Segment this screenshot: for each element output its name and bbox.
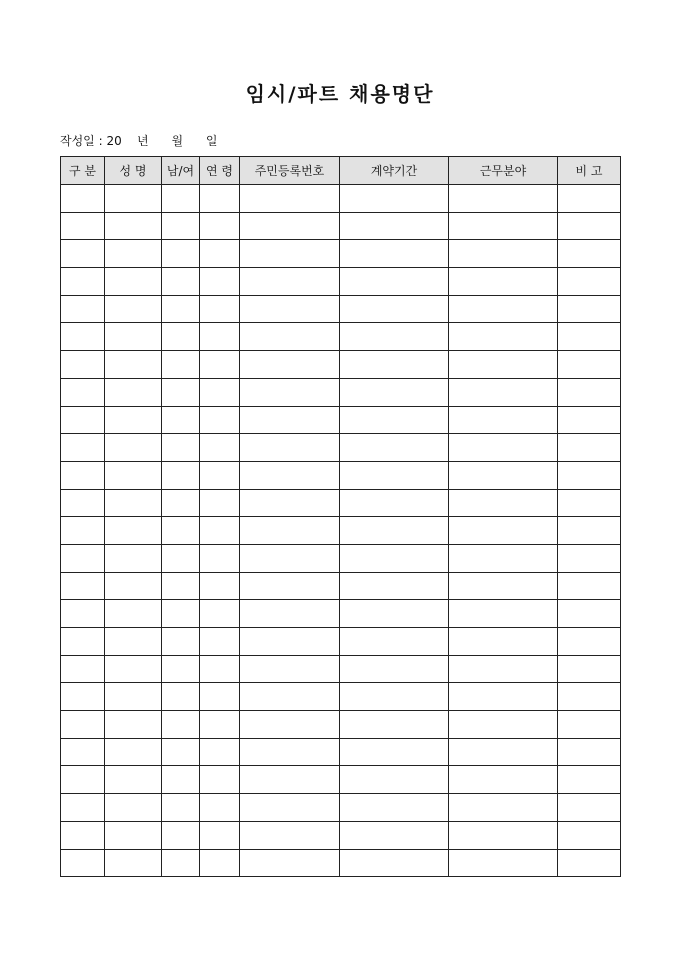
table-cell[interactable]	[558, 295, 621, 323]
table-row	[61, 461, 621, 489]
table-row	[61, 544, 621, 572]
table-cell[interactable]	[200, 323, 240, 351]
table-cell[interactable]	[105, 600, 162, 628]
table-cell[interactable]	[105, 240, 162, 268]
table-cell[interactable]	[449, 434, 558, 462]
table-cell[interactable]	[162, 406, 200, 434]
table-cell[interactable]	[340, 655, 449, 683]
column-header: 계약기간	[340, 157, 449, 185]
table-cell[interactable]	[449, 628, 558, 656]
column-header: 비 고	[558, 157, 621, 185]
table-cell[interactable]	[200, 212, 240, 240]
table-cell[interactable]	[240, 600, 340, 628]
table-cell[interactable]	[200, 378, 240, 406]
table-cell[interactable]	[162, 849, 200, 877]
table-cell[interactable]	[105, 295, 162, 323]
date-line: 작성일 : 20 년 월 일	[60, 134, 218, 148]
table-cell[interactable]	[162, 794, 200, 822]
table-cell[interactable]	[61, 738, 105, 766]
table-cell[interactable]	[61, 268, 105, 296]
table-cell[interactable]	[240, 323, 340, 351]
table-cell[interactable]	[240, 212, 340, 240]
table-cell[interactable]	[449, 517, 558, 545]
table-cell[interactable]	[105, 434, 162, 462]
table-cell[interactable]	[240, 711, 340, 739]
table-cell[interactable]	[240, 406, 340, 434]
column-header: 성 명	[105, 157, 162, 185]
table-cell[interactable]	[449, 600, 558, 628]
table-cell[interactable]	[558, 351, 621, 379]
table-row	[61, 240, 621, 268]
table-cell[interactable]	[340, 544, 449, 572]
table-cell[interactable]	[162, 185, 200, 213]
table-cell[interactable]	[200, 295, 240, 323]
table-cell[interactable]	[340, 212, 449, 240]
table-cell[interactable]	[105, 517, 162, 545]
table-cell[interactable]	[449, 794, 558, 822]
table-cell[interactable]	[200, 600, 240, 628]
table-cell[interactable]	[340, 711, 449, 739]
table-cell[interactable]	[340, 351, 449, 379]
table-cell[interactable]	[449, 766, 558, 794]
table-cell[interactable]	[105, 268, 162, 296]
table-cell[interactable]	[449, 185, 558, 213]
table-cell[interactable]	[449, 295, 558, 323]
table-cell[interactable]	[162, 517, 200, 545]
table-cell[interactable]	[558, 683, 621, 711]
table-cell[interactable]	[200, 766, 240, 794]
table-cell[interactable]	[240, 738, 340, 766]
table-cell[interactable]	[240, 517, 340, 545]
table-cell[interactable]	[105, 461, 162, 489]
table-cell[interactable]	[558, 821, 621, 849]
roster-table	[60, 156, 621, 877]
table-cell[interactable]	[200, 628, 240, 656]
column-header: 연 령	[200, 157, 240, 185]
table-cell[interactable]	[61, 544, 105, 572]
table-cell[interactable]	[340, 406, 449, 434]
table-cell[interactable]	[162, 295, 200, 323]
table-cell[interactable]	[105, 821, 162, 849]
table-cell[interactable]	[200, 655, 240, 683]
table-cell[interactable]	[558, 268, 621, 296]
table-cell[interactable]	[558, 240, 621, 268]
table-cell[interactable]	[449, 240, 558, 268]
table-cell[interactable]	[340, 572, 449, 600]
table-cell[interactable]	[61, 600, 105, 628]
table-cell[interactable]	[61, 240, 105, 268]
table-row	[61, 683, 621, 711]
table-row	[61, 185, 621, 213]
table-row	[61, 794, 621, 822]
table-cell[interactable]	[340, 517, 449, 545]
table-cell[interactable]	[61, 461, 105, 489]
table-cell[interactable]	[340, 600, 449, 628]
table-cell[interactable]	[61, 517, 105, 545]
table-cell[interactable]	[558, 323, 621, 351]
table-cell[interactable]	[558, 544, 621, 572]
table-cell[interactable]	[558, 655, 621, 683]
table-cell[interactable]	[340, 766, 449, 794]
table-cell[interactable]	[558, 212, 621, 240]
table-cell[interactable]	[61, 572, 105, 600]
table-row	[61, 268, 621, 296]
table-cell[interactable]	[340, 240, 449, 268]
table-cell[interactable]	[558, 849, 621, 877]
table-cell[interactable]	[240, 683, 340, 711]
table-cell[interactable]	[200, 268, 240, 296]
table-cell[interactable]	[162, 323, 200, 351]
table-row	[61, 821, 621, 849]
table-cell[interactable]	[105, 544, 162, 572]
table-cell[interactable]	[449, 655, 558, 683]
table-cell[interactable]	[200, 489, 240, 517]
table-cell[interactable]	[105, 212, 162, 240]
table-cell[interactable]	[61, 711, 105, 739]
table-row	[61, 766, 621, 794]
table-cell[interactable]	[449, 711, 558, 739]
table-cell[interactable]	[240, 185, 340, 213]
table-row	[61, 600, 621, 628]
table-cell[interactable]	[449, 406, 558, 434]
table-cell[interactable]	[162, 461, 200, 489]
table-cell[interactable]	[61, 489, 105, 517]
table-cell[interactable]	[558, 517, 621, 545]
table-cell[interactable]	[449, 489, 558, 517]
column-header: 근무분야	[449, 157, 558, 185]
table-cell[interactable]	[200, 185, 240, 213]
table-row	[61, 406, 621, 434]
table-cell[interactable]	[449, 323, 558, 351]
table-cell[interactable]	[340, 738, 449, 766]
table-cell[interactable]	[105, 323, 162, 351]
table-cell[interactable]	[162, 711, 200, 739]
table-cell[interactable]	[61, 821, 105, 849]
table-cell[interactable]	[558, 572, 621, 600]
table-cell[interactable]	[200, 406, 240, 434]
table-cell[interactable]	[162, 212, 200, 240]
table-cell[interactable]	[162, 821, 200, 849]
table-cell[interactable]	[340, 323, 449, 351]
page-title: 임시/파트 채용명단	[245, 82, 435, 106]
table-cell[interactable]	[340, 461, 449, 489]
table-cell[interactable]	[162, 489, 200, 517]
table-cell[interactable]	[200, 517, 240, 545]
table-cell[interactable]	[105, 378, 162, 406]
table-cell[interactable]	[61, 378, 105, 406]
table-cell[interactable]	[558, 378, 621, 406]
table-cell[interactable]	[162, 351, 200, 379]
table-cell[interactable]	[240, 766, 340, 794]
table-cell[interactable]	[558, 406, 621, 434]
table-cell[interactable]	[162, 628, 200, 656]
column-header: 구 분	[61, 157, 105, 185]
table-cell[interactable]	[162, 683, 200, 711]
table-cell[interactable]	[558, 794, 621, 822]
table-cell[interactable]	[240, 821, 340, 849]
table-cell[interactable]	[449, 378, 558, 406]
table-cell[interactable]	[200, 849, 240, 877]
table-cell[interactable]	[200, 240, 240, 268]
table-cell[interactable]	[200, 821, 240, 849]
table-cell[interactable]	[105, 849, 162, 877]
table-cell[interactable]	[558, 461, 621, 489]
table-cell[interactable]	[240, 849, 340, 877]
table-cell[interactable]	[61, 185, 105, 213]
table-cell[interactable]	[61, 212, 105, 240]
table-cell[interactable]	[162, 240, 200, 268]
table-cell[interactable]	[105, 766, 162, 794]
table-cell[interactable]	[200, 794, 240, 822]
table-cell[interactable]	[61, 323, 105, 351]
table-cell[interactable]	[240, 268, 340, 296]
table-row	[61, 295, 621, 323]
table-cell[interactable]	[61, 295, 105, 323]
table-cell[interactable]	[449, 212, 558, 240]
column-header: 남/여	[162, 157, 200, 185]
table-cell[interactable]	[200, 711, 240, 739]
table-cell[interactable]	[105, 351, 162, 379]
table-cell[interactable]	[449, 268, 558, 296]
table-row	[61, 655, 621, 683]
table-cell[interactable]	[449, 461, 558, 489]
table-row	[61, 849, 621, 877]
table-cell[interactable]	[449, 544, 558, 572]
table-cell[interactable]	[200, 683, 240, 711]
table-cell[interactable]	[61, 351, 105, 379]
column-header: 주민등록번호	[240, 157, 340, 185]
table-cell[interactable]	[162, 434, 200, 462]
table-cell[interactable]	[558, 489, 621, 517]
table-cell[interactable]	[558, 628, 621, 656]
table-cell[interactable]	[558, 738, 621, 766]
table-cell[interactable]	[240, 351, 340, 379]
table-cell[interactable]	[240, 378, 340, 406]
table-cell[interactable]	[558, 600, 621, 628]
table-cell[interactable]	[105, 406, 162, 434]
table-cell[interactable]	[449, 351, 558, 379]
table-row	[61, 572, 621, 600]
table-cell[interactable]	[340, 185, 449, 213]
table-cell[interactable]	[61, 655, 105, 683]
table-row	[61, 351, 621, 379]
table-cell[interactable]	[105, 655, 162, 683]
table-cell[interactable]	[340, 489, 449, 517]
table-cell[interactable]	[240, 572, 340, 600]
table-row	[61, 212, 621, 240]
table-cell[interactable]	[61, 794, 105, 822]
table-cell[interactable]	[558, 185, 621, 213]
table-cell[interactable]	[61, 406, 105, 434]
table-cell[interactable]	[449, 849, 558, 877]
table-cell[interactable]	[162, 572, 200, 600]
table-cell[interactable]	[200, 434, 240, 462]
table-row	[61, 517, 621, 545]
table-cell[interactable]	[340, 268, 449, 296]
table-cell[interactable]	[162, 378, 200, 406]
table-cell[interactable]	[200, 351, 240, 379]
table-cell[interactable]	[105, 185, 162, 213]
table-cell[interactable]	[240, 240, 340, 268]
table-cell[interactable]	[105, 794, 162, 822]
table-cell[interactable]	[240, 794, 340, 822]
table-cell[interactable]	[162, 766, 200, 794]
table-cell[interactable]	[162, 268, 200, 296]
table-cell[interactable]	[449, 572, 558, 600]
table-row	[61, 738, 621, 766]
table-cell[interactable]	[61, 434, 105, 462]
table-cell[interactable]	[340, 821, 449, 849]
table-cell[interactable]	[162, 600, 200, 628]
table-cell[interactable]	[240, 544, 340, 572]
table-cell[interactable]	[200, 461, 240, 489]
table-cell[interactable]	[240, 461, 340, 489]
table-cell[interactable]	[340, 378, 449, 406]
table-cell[interactable]	[240, 655, 340, 683]
table-cell[interactable]	[61, 683, 105, 711]
table-cell[interactable]	[105, 489, 162, 517]
table-cell[interactable]	[105, 711, 162, 739]
table-cell[interactable]	[340, 849, 449, 877]
table-cell[interactable]	[449, 738, 558, 766]
table-cell[interactable]	[240, 434, 340, 462]
table-header-row	[61, 157, 621, 185]
table-cell[interactable]	[340, 683, 449, 711]
table-row	[61, 628, 621, 656]
table-cell[interactable]	[61, 766, 105, 794]
table-cell[interactable]	[558, 434, 621, 462]
table-cell[interactable]	[240, 628, 340, 656]
table-cell[interactable]	[340, 628, 449, 656]
table-row	[61, 434, 621, 462]
table-cell[interactable]	[449, 821, 558, 849]
table-body	[61, 185, 621, 877]
table-row	[61, 489, 621, 517]
table-cell[interactable]	[200, 544, 240, 572]
table-row	[61, 378, 621, 406]
table-cell[interactable]	[61, 849, 105, 877]
table-cell[interactable]	[105, 683, 162, 711]
table-cell[interactable]	[162, 655, 200, 683]
table-cell[interactable]	[340, 434, 449, 462]
table-cell[interactable]	[240, 295, 340, 323]
table-row	[61, 323, 621, 351]
table-cell[interactable]	[449, 683, 558, 711]
table-cell[interactable]	[162, 738, 200, 766]
table-cell[interactable]	[558, 711, 621, 739]
table-cell[interactable]	[200, 738, 240, 766]
table-cell[interactable]	[105, 628, 162, 656]
table-cell[interactable]	[105, 572, 162, 600]
table-cell[interactable]	[61, 628, 105, 656]
table-row	[61, 711, 621, 739]
table-cell[interactable]	[105, 738, 162, 766]
table-cell[interactable]	[558, 766, 621, 794]
table-cell[interactable]	[240, 489, 340, 517]
table-cell[interactable]	[340, 295, 449, 323]
table-cell[interactable]	[340, 794, 449, 822]
table-cell[interactable]	[200, 572, 240, 600]
table-cell[interactable]	[162, 544, 200, 572]
